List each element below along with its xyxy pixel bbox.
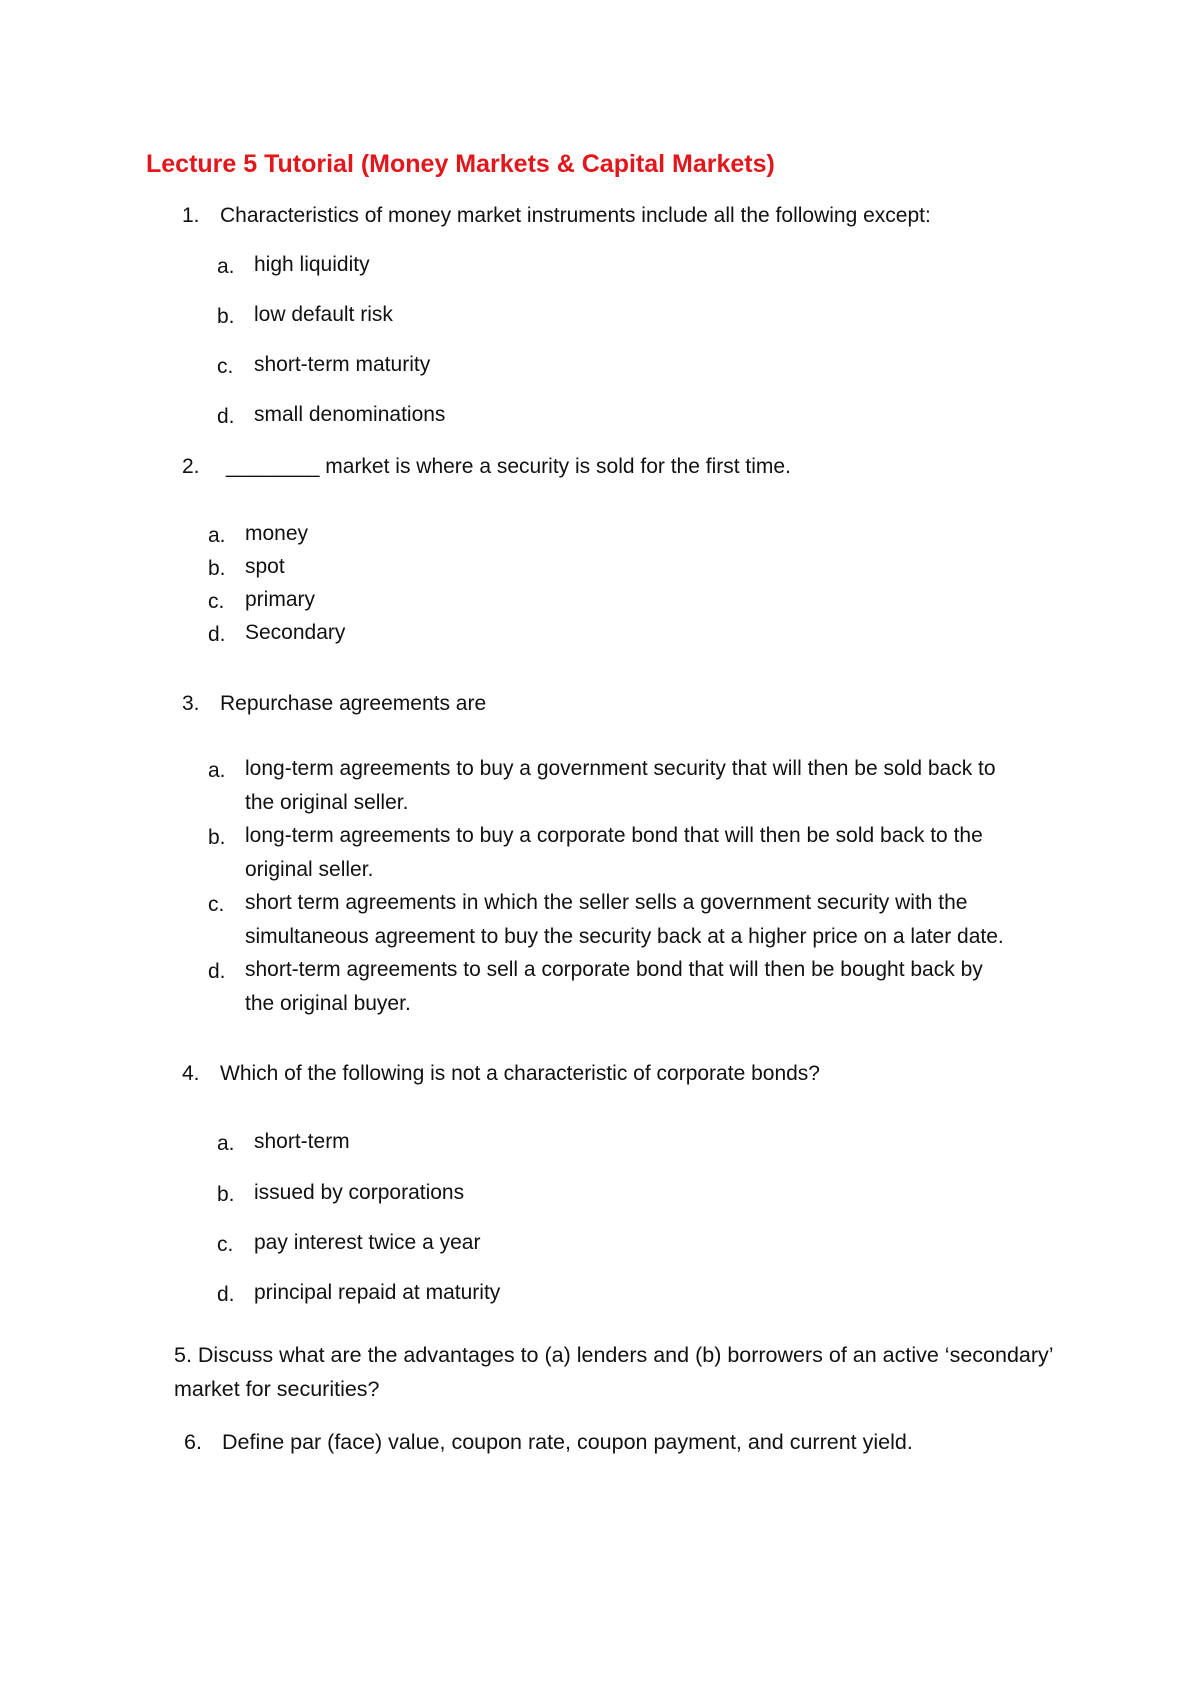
option-text-line-2: original seller. bbox=[245, 858, 374, 881]
question-3-text: Repurchase agreements are bbox=[220, 692, 487, 715]
option-letter: c. bbox=[208, 590, 225, 613]
option-text-line-2: the original buyer. bbox=[245, 992, 411, 1015]
option-letter: b. bbox=[217, 1183, 235, 1206]
option-letter: c. bbox=[217, 355, 234, 378]
option-text: pay interest twice a year bbox=[254, 1231, 481, 1254]
question-6-number: 6. bbox=[184, 1430, 202, 1454]
question-4-text: Which of the following is not a characteristic of corporate bonds? bbox=[220, 1062, 820, 1085]
option-text: primary bbox=[245, 588, 316, 611]
option-text-line-2: the original seller. bbox=[245, 791, 409, 814]
option-letter: a. bbox=[217, 255, 235, 278]
question-6-text: Define par (face) value, coupon rate, coupon payment, and current yield. bbox=[222, 1430, 913, 1454]
option-letter: a. bbox=[217, 1132, 235, 1155]
question-2-number: 2. bbox=[182, 455, 200, 478]
option-text: Secondary bbox=[245, 621, 346, 644]
option-text-line-1: short term agreements in which the seller sells a government security with the bbox=[245, 891, 968, 914]
question-4-number: 4. bbox=[182, 1062, 200, 1085]
question-1-number: 1. bbox=[182, 204, 200, 227]
option-letter: a. bbox=[208, 759, 226, 782]
option-text: high liquidity bbox=[254, 253, 370, 276]
option-letter: d. bbox=[217, 405, 235, 428]
option-text: short-term bbox=[254, 1130, 350, 1153]
option-letter: b. bbox=[208, 557, 226, 580]
option-text: issued by corporations bbox=[254, 1181, 465, 1204]
option-letter: d. bbox=[208, 623, 226, 646]
option-text: money bbox=[245, 522, 309, 545]
option-letter: b. bbox=[217, 305, 235, 328]
option-text-line-1: long-term agreements to buy a government security that will then be sold back to bbox=[245, 757, 996, 780]
option-text: low default risk bbox=[254, 303, 393, 326]
option-text: spot bbox=[245, 555, 285, 578]
option-text: short-term maturity bbox=[254, 353, 431, 376]
option-text-line-1: short-term agreements to sell a corporate bond that will then be bought back by bbox=[245, 958, 983, 981]
option-letter: d. bbox=[208, 960, 226, 983]
option-text-line-1: long-term agreements to buy a corporate bond that will then be sold back to the bbox=[245, 824, 983, 847]
document-title: Lecture 5 Tutorial (Money Markets & Capital Markets) bbox=[146, 150, 775, 178]
option-text: small denominations bbox=[254, 403, 446, 426]
question-1-text: Characteristics of money market instruments include all the following except: bbox=[220, 204, 931, 227]
option-letter: c. bbox=[217, 1233, 234, 1256]
option-text-line-2: simultaneous agreement to buy the security back at a higher price on a later date. bbox=[245, 925, 1004, 948]
option-letter: c. bbox=[208, 893, 225, 916]
option-letter: a. bbox=[208, 524, 226, 547]
question-3-number: 3. bbox=[182, 692, 200, 715]
option-text: principal repaid at maturity bbox=[254, 1281, 501, 1304]
option-letter: b. bbox=[208, 826, 226, 849]
option-letter: d. bbox=[217, 1283, 235, 1306]
question-5-text: 5. Discuss what are the advantages to (a) lenders and (b) borrowers of an active ‘secondary’ market for securities? bbox=[174, 1343, 1053, 1401]
question-2-text: ________ market is where a security is sold for the first time. bbox=[226, 455, 791, 478]
